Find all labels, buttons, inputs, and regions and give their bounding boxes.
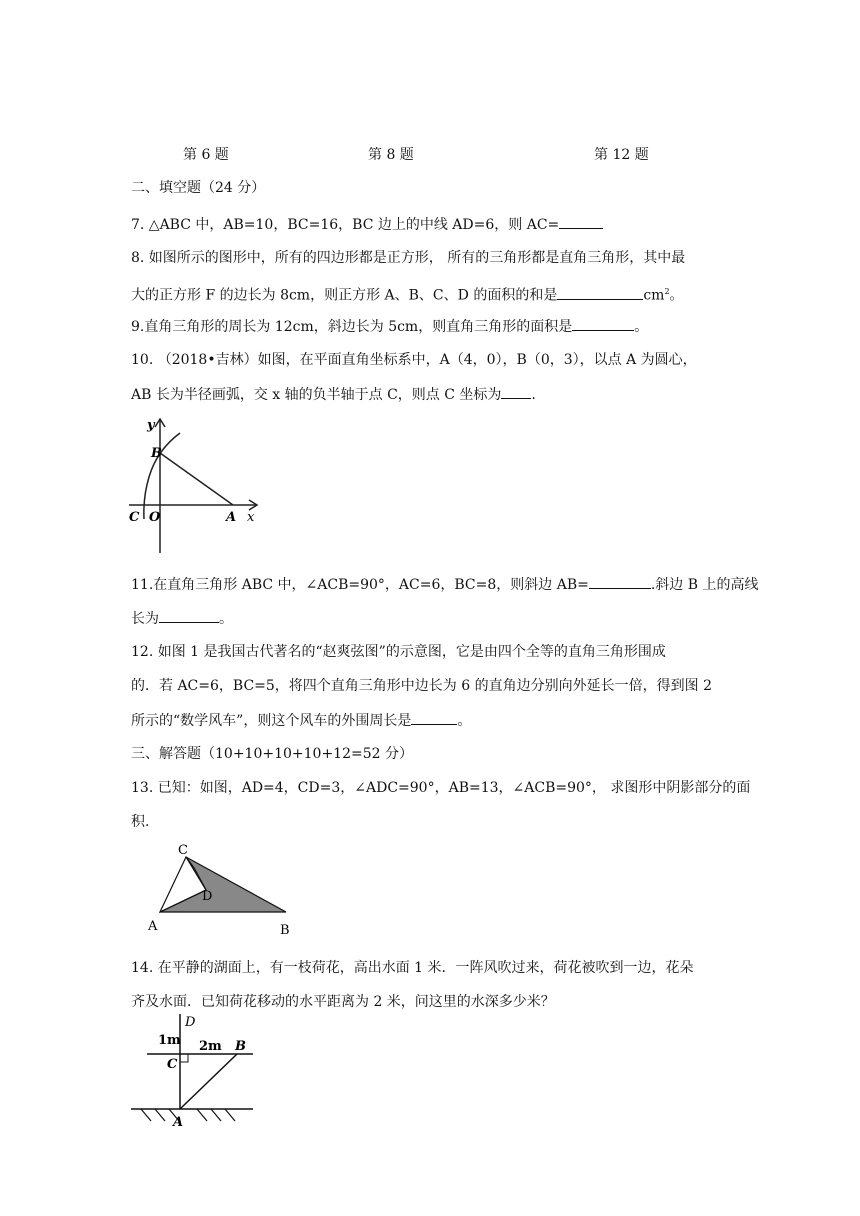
question-13-line1: 13. 已知：如图，AD=4，CD=3，∠ADC=90°，AB=13，∠ACB=90°， 求图形中阴影部分的面 (131, 780, 751, 796)
q11-end: 。 (219, 611, 233, 627)
q10-answer-blank (501, 384, 531, 399)
q8-text: 大的正方形 F 的边长为 8cm，则正方形 A、B、C、D 的面积的和是 (131, 287, 558, 304)
q10-label-c: C (129, 510, 140, 525)
q13-figure (140, 842, 300, 937)
q11-answer-blank-1 (589, 574, 651, 589)
q8-end: 。 (669, 287, 684, 304)
q10-label-x: x (247, 510, 255, 525)
q11-text-2: 长为 (131, 611, 159, 627)
q12-end: 。 (457, 713, 472, 729)
q10-segment-ab (160, 453, 233, 505)
q14-label-a: A (173, 1115, 184, 1130)
q14-label-c: C (167, 1057, 178, 1072)
q11-answer-blank-2 (159, 608, 219, 623)
q13-label-d: D (202, 889, 213, 904)
question-10-line1: 10. （2018•吉林）如图，在平面直角坐标系中，A（4，0），B（0，3），以点 A 为圆心， (131, 352, 697, 368)
q10-text: AB 长为半径画弧，交 x 轴的负半轴于点 C，则点 C 坐标为 (131, 387, 502, 403)
question-14-line2: 齐及水面．已知荷花移动的水平距离为 2 米，问这里的水深多少米？ (131, 994, 555, 1010)
q10-figure (125, 415, 275, 560)
q10-label-a: A (226, 510, 237, 525)
question-8-line2 (131, 282, 684, 306)
q8-unit: cm (643, 287, 665, 304)
q12-answer-blank (411, 710, 457, 725)
section3-heading: 三、解答题（10+10+10+10+12=52 分） (131, 746, 413, 762)
q8-unit-sup: 2 (664, 287, 670, 296)
question-13-line2: 积. (131, 814, 150, 830)
question-8-line1: 8. 如图所示的图形中，所有的四边形都是正方形， 所有的三角形都是直角三角形，其中最 (131, 250, 686, 266)
q14-label-d: D (185, 1015, 196, 1030)
q10-end: . (531, 387, 536, 403)
q13-label-a: A (148, 919, 158, 934)
q14-ground-hatching (141, 1109, 235, 1121)
question-12-line2: 的．若 AC=6，BC=5，将四个直角三角形中边长为 6 的直角边分别向外延长一倍，得到图 2 (131, 678, 712, 694)
question-11-line2 (131, 608, 233, 629)
question-14-line1: 14. 在平静的湖面上，有一枝荷花，高出水面 1 米．一阵风吹过来，荷花被吹到一边，花朵 (131, 960, 694, 976)
question-10-line2 (131, 384, 536, 405)
q10-label-y: y (147, 418, 155, 433)
q14-label-2m: 2m (199, 1039, 222, 1054)
q14-figure (125, 1012, 265, 1130)
caption-fig6: 第 6 题 (183, 147, 229, 163)
q14-label-1m: 1m (158, 1033, 181, 1048)
question-7 (131, 214, 603, 235)
q7-answer-blank (559, 214, 603, 229)
q14-hypotenuse (180, 1054, 237, 1109)
q11-text-end: .斜边 B 上的高线 (650, 577, 759, 593)
q14-right-angle-mark (180, 1054, 188, 1062)
caption-fig12: 第 12 题 (594, 147, 649, 163)
q10-label-o: O (149, 510, 161, 525)
q9-answer-blank (572, 316, 634, 331)
q13-label-c: C (178, 843, 188, 858)
q8-answer-blank (557, 285, 643, 300)
q10-label-b: B (151, 446, 162, 461)
q13-label-b: B (280, 923, 290, 938)
question-9 (131, 316, 648, 337)
q9-end: 。 (634, 319, 649, 335)
q11-text: 11.在直角三角形 ABC 中，∠ACB=90°，AC=6，BC=8，则斜边 AB= (131, 577, 589, 593)
caption-fig8: 第 8 题 (368, 147, 414, 163)
q14-label-b: B (235, 1039, 246, 1054)
question-12-line1: 12. 如图 1 是我国古代著名的“赵爽弦图”的示意图，它是由四个全等的直角三角形围成 (131, 644, 666, 660)
q9-text: 9.直角三角形的周长为 12cm，斜边长为 5cm，则直角三角形的面积是 (131, 319, 573, 335)
question-11-line1 (131, 574, 759, 595)
question-12-line3 (131, 710, 471, 731)
q7-text: 7. △ABC 中，AB=10，BC=16，BC 边上的中线 AD=6，则 AC= (131, 217, 560, 233)
q12-text: 所示的“数学风车”，则这个风车的外围周长是 (131, 713, 412, 729)
section2-heading: 二、填空题（24 分） (131, 180, 266, 196)
